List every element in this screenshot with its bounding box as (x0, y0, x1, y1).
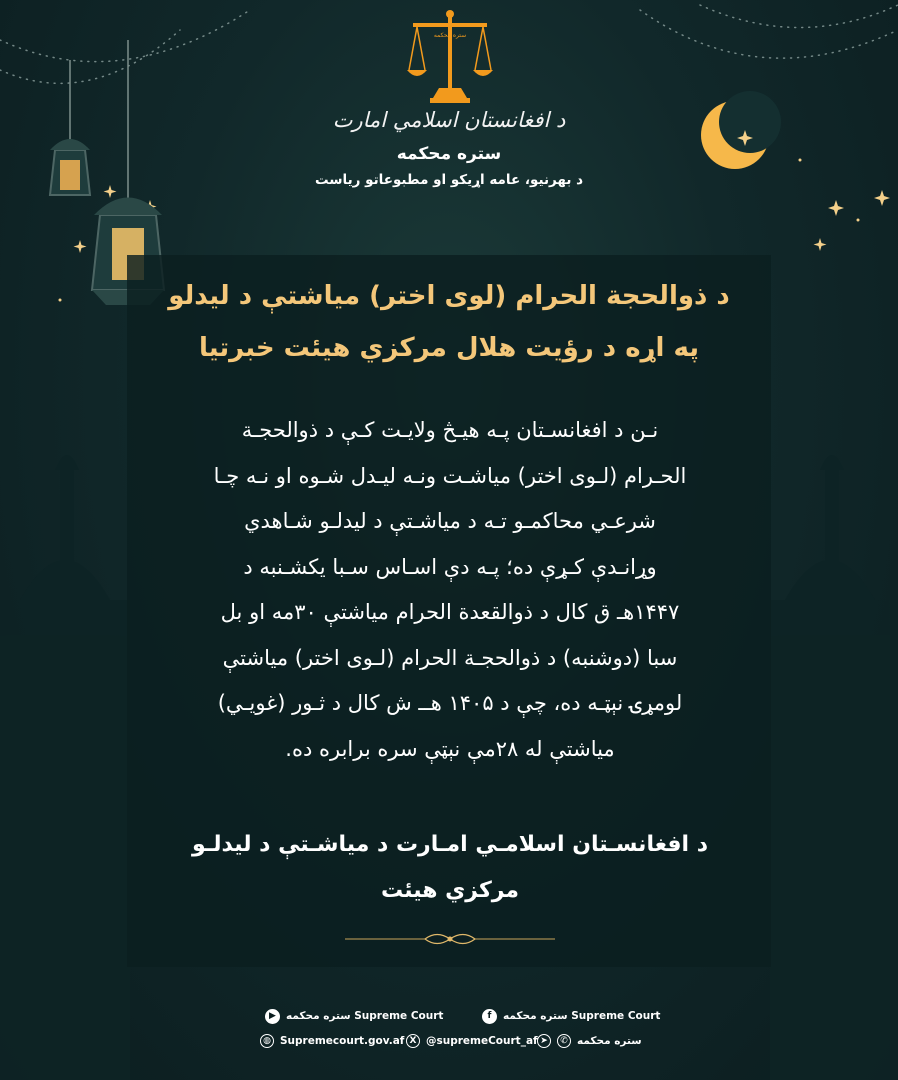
ornament-divider (345, 928, 555, 950)
announcement-title (110, 270, 788, 374)
mosque-silhouette-right (770, 455, 898, 1080)
announcement-body (150, 408, 750, 772)
messaging-label: ستره محکمه (577, 1035, 642, 1047)
signature-block (150, 822, 750, 914)
body-line: وړانـدې کـړې ده؛ پـه دې اسـاس سـبا یکشـنبه د (243, 554, 657, 579)
body-line: میاشتې له ۲۸مې نېټې سره برابره ده. (285, 736, 615, 761)
crescent-moon-icon (701, 91, 781, 169)
department-name: د بهرنیو، عامه اړیکو او مطبوعاتو ریاست (314, 172, 584, 188)
footer-facebook[interactable] (482, 1005, 660, 1027)
court-name: ستره محکمه (396, 144, 502, 164)
mosque-silhouette-left (0, 455, 130, 1080)
footer-x[interactable] (406, 1030, 538, 1052)
youtube-icon: ▶ (265, 1009, 280, 1024)
body-line: سبا (دوشنبه) د ذوالحجـة الحرام (لـوی اختر) میاشتې (222, 645, 678, 670)
body-line: لومړۍ نېټـه ده، چې د ۱۴۰۵ هــ ش کال د ثـور (غویـي) (217, 691, 683, 715)
emblem-calligraphy: د افغانستان اسلامي امارت (332, 108, 566, 132)
telegram-icon: ➤ (537, 1034, 551, 1048)
globe-icon: ◍ (260, 1034, 274, 1048)
facebook-icon: f (482, 1009, 497, 1024)
website-label: Supremecourt.gov.af (280, 1035, 405, 1047)
logo-inscription: ستره محکمه (433, 32, 467, 39)
title-line-2: په اړه د رؤیت هلال مرکزي هیئت خبرتیا (198, 333, 700, 363)
x-label: @supremeCourt_af (426, 1035, 538, 1047)
whatsapp-icon: ✆ (557, 1034, 571, 1048)
youtube-label: ستره محکمه Supreme Court (286, 1010, 444, 1022)
body-line: الحـرام (لـوی اختر) میاشـت ونـه لیـدل شـوه او نـه چـا (213, 463, 687, 488)
body-line: نـن د افغانسـتان پـه هیـڅ ولایـت کـې د ذوالحجـة (241, 418, 659, 442)
footer-website[interactable] (260, 1030, 404, 1052)
footer-youtube[interactable] (265, 1005, 443, 1027)
x-icon: X (406, 1034, 420, 1048)
title-line-1: د ذوالحجة الحرام (لوی اختر) میاشتې د لیدلو (168, 281, 730, 311)
facebook-label: ستره محکمه Supreme Court (503, 1010, 661, 1022)
scales-of-justice-icon (405, 8, 495, 104)
body-line: شرعـي محاکمـو تـه د میاشـتې د لیدلـو شـاهدي (244, 509, 656, 533)
footer-messaging[interactable] (537, 1030, 642, 1052)
signature-line-1: د افغانسـتان اسلامـي امـارت د میاشـتې د لیدلـو (191, 832, 709, 857)
signature-line-2: مرکزي هیئت (380, 878, 520, 903)
body-line: ۱۴۴۷هـ ق کال د ذوالقعدة الحرام میاشتې ۳۰مه او بل (220, 600, 680, 624)
